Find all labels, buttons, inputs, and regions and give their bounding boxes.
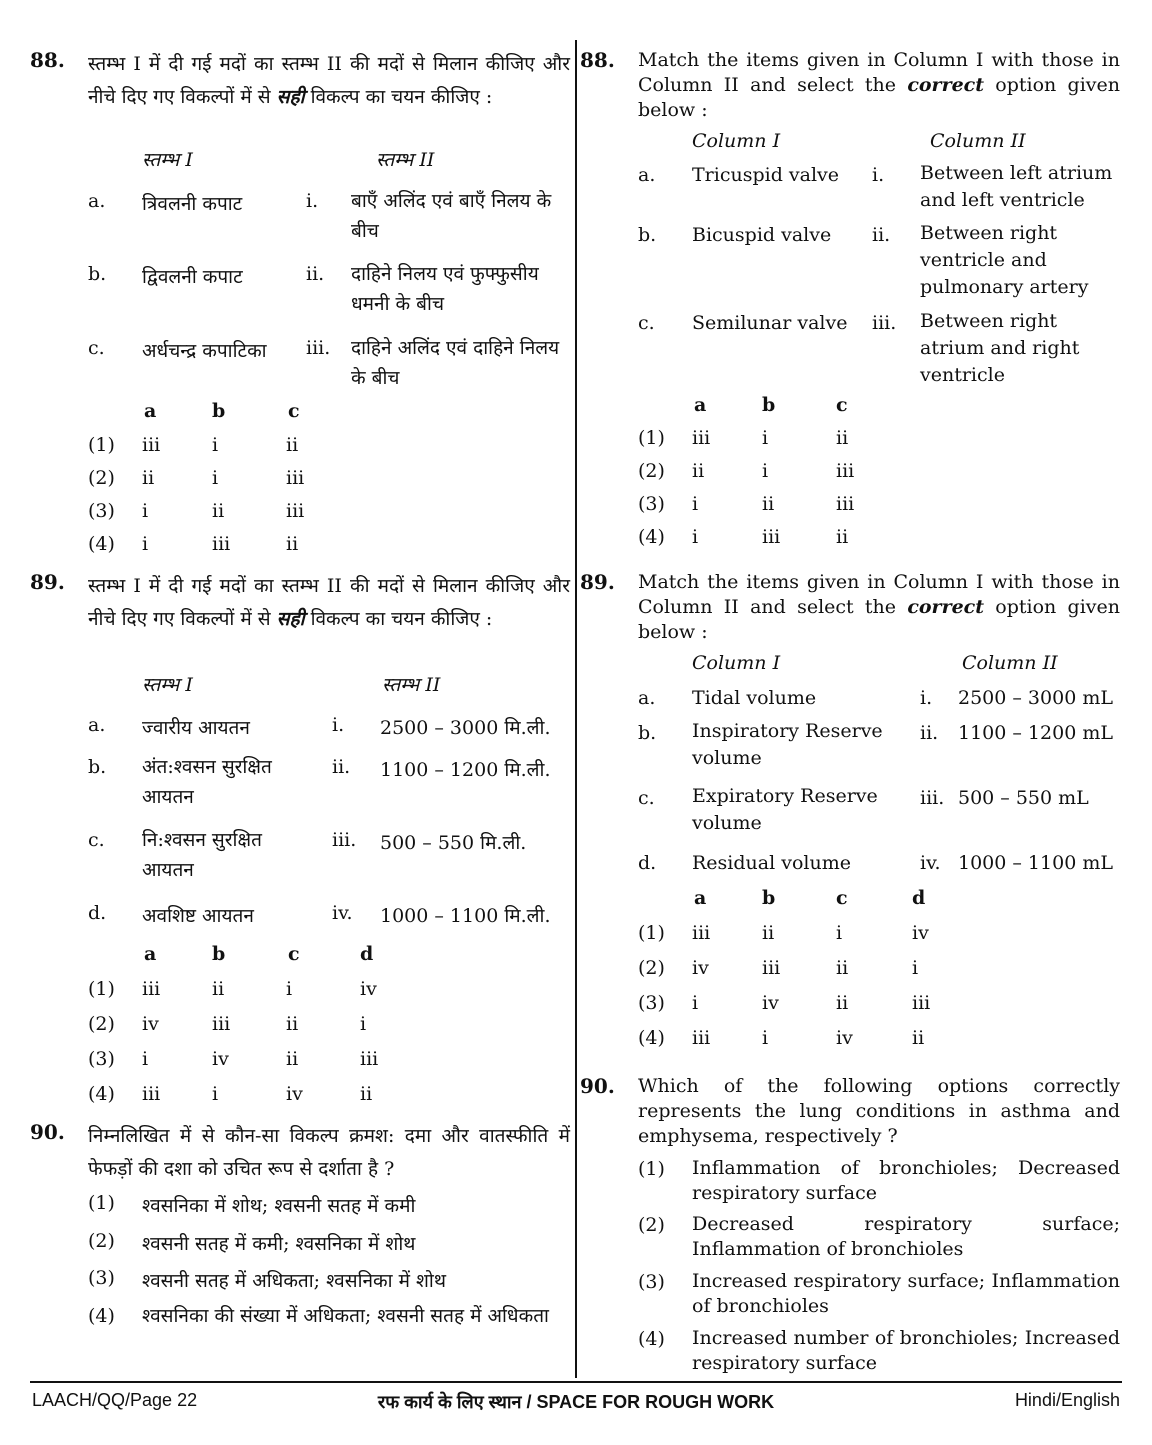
emphasis-word: correct xyxy=(907,74,985,96)
question-number: 88. xyxy=(580,48,615,72)
question-89-hindi: 89. स्तम्भ I में दी गई मदों का स्तम्भ II की मदों से मिलान कीजिए और नीचे दिए गए विकल्पों में से सही विकल्प का चयन कीजिए : स्तम्भ I स्तम्भ II a. ज्वारीय आयतन i. 2500 – 3000 मि.ली. b. अंत:श्वसन सुरक्षित आयतन ii. 1100 – 1200 मि.ली. c. नि:श्वसन सुरक्षित आयतन iii. 500 – 550 मि.ली. d. अवशिष्ट आयतन iv. 1000 – 1100 मि.ली. a b c d (1) iii ii i iv (2) iv iii ii i (3) i iv ii iii (4) iii i iv ii xyxy=(30,570,570,1105)
column-i-heading: स्तम्भ I xyxy=(142,674,193,696)
row-match: 1100 – 1200 mL xyxy=(958,722,1113,744)
row-number: ii. xyxy=(872,224,891,246)
row-key: a. xyxy=(88,714,106,736)
question-90-english: 90. Which of the following options correctly represents the lung conditions in asthma and emphysema, respectively ? (1) Inflammation of bronchioles; Decreased respiratory surface (2) Decreased respiratory surface; Inflammation of bronchioles (3) Increased respiratory surface; Inflammation of bronchioles (4) Increased number of bronchioles; Increased respiratory surface xyxy=(580,1074,1120,1374)
row-number: i. xyxy=(306,190,319,212)
question-number: 89. xyxy=(30,570,65,594)
row-item: अंत:श्वसन सुरक्षित आयतन xyxy=(142,756,272,808)
row-item: Tidal volume xyxy=(692,687,817,709)
row-number: iii. xyxy=(306,337,331,359)
emphasis-word: correct xyxy=(907,596,985,618)
option-heading: b xyxy=(212,400,226,422)
rough-work-label: रफ कार्य के लिए स्थान / SPACE FOR ROUGH WORK xyxy=(377,1392,775,1412)
row-match: 500 – 550 मि.ली. xyxy=(380,832,527,854)
row-item: अर्धचन्द्र कपाटिका xyxy=(142,340,267,362)
row-key: d. xyxy=(88,902,107,924)
question-stem: Match the items given in Column I with those in Column II and select the correct option given below : xyxy=(638,571,1120,643)
row-key: b. xyxy=(88,756,107,778)
row-item: Residual volume xyxy=(692,852,851,874)
question-stem: Which of the following options correctly represents the lung conditions in asthma and emphysema, respectively ? xyxy=(638,1075,1120,1147)
column-ii-heading: स्तम्भ II xyxy=(376,149,435,171)
row-match: दाहिने निलय एवं फुफ्फुसीय धमनी के बीच xyxy=(351,263,539,315)
row-item: त्रिवलनी कपाट xyxy=(142,193,243,215)
option-heading: d xyxy=(912,887,926,909)
option-heading: c xyxy=(288,943,300,965)
row-match: 1000 – 1100 mL xyxy=(958,852,1113,874)
row-match: बाएँ अलिंद एवं बाएँ निलय के बीच xyxy=(351,190,552,242)
row-match: 1100 – 1200 मि.ली. xyxy=(380,759,551,781)
row-item: Semilunar valve xyxy=(692,312,848,334)
column-divider xyxy=(575,40,577,1378)
row-key: c. xyxy=(638,787,655,809)
row-number: i. xyxy=(920,687,933,709)
row-item: द्विवलनी कपाट xyxy=(142,266,243,288)
row-match: दाहिने अलिंद एवं दाहिने निलय के बीच xyxy=(351,337,560,389)
option-heading: a xyxy=(694,394,707,416)
row-key: a. xyxy=(88,190,106,212)
emphasis-word: सही xyxy=(276,608,305,630)
option-heading: b xyxy=(762,394,776,416)
row-key: c. xyxy=(88,829,105,851)
row-number: iii. xyxy=(332,829,357,851)
row-item: Tricuspid valve xyxy=(692,164,840,186)
page-code: LAACH/QQ/Page 22 xyxy=(32,1390,198,1410)
option-heading: d xyxy=(360,943,374,965)
row-number: i. xyxy=(872,164,885,186)
row-item: Expiratory Reserve volume xyxy=(692,785,878,834)
option-heading: b xyxy=(762,887,776,909)
row-key: b. xyxy=(638,224,657,246)
question-number: 90. xyxy=(580,1074,615,1098)
question-88-english: 88. Match the items given in Column I with those in Column II and select the correct option given below : Column I Column II a. Tricuspid valve i. Between left atrium and left ventricle b. Bicuspid valve ii. Between right ventricle and pulmonary artery c. Semilunar valve iii. Between right atrium and right ventricle a b c (1) iii i ii (2) ii i iii (3) i ii iii (4) i iii ii xyxy=(580,48,1120,548)
option-heading: a xyxy=(144,400,157,422)
option-heading: b xyxy=(212,943,226,965)
option-heading: a xyxy=(144,943,157,965)
row-number: ii. xyxy=(920,722,939,744)
row-number: ii. xyxy=(332,756,351,778)
row-number: ii. xyxy=(306,263,325,285)
row-key: c. xyxy=(88,337,105,359)
column-i-heading: स्तम्भ I xyxy=(142,149,193,171)
question-number: 90. xyxy=(30,1120,65,1144)
row-match: 2500 – 3000 मि.ली. xyxy=(380,717,551,739)
row-key: b. xyxy=(88,263,107,285)
row-item: नि:श्वसन सुरक्षित आयतन xyxy=(142,829,262,881)
question-number: 89. xyxy=(580,570,615,594)
option-heading: a xyxy=(694,887,707,909)
row-key: c. xyxy=(638,312,655,334)
language-label: Hindi/English xyxy=(1014,1390,1120,1410)
question-stem: निम्नलिखित में से कौन-सा विकल्प क्रमश: दमा और वातस्फीति में फेफड़ों की दशा को उचित रूप से दर्शाता है ? xyxy=(88,1125,570,1180)
row-item: ज्वारीय आयतन xyxy=(142,717,250,739)
option-heading: c xyxy=(288,400,300,422)
row-match: 2500 – 3000 mL xyxy=(958,687,1113,709)
question-stem: स्तम्भ I में दी गई मदों का स्तम्भ II की मदों से मिलान कीजिए और नीचे दिए गए विकल्पों में से सही विकल्प का चयन कीजिए : xyxy=(88,53,570,108)
row-match: Between right ventricle and pulmonary artery xyxy=(920,222,1089,298)
row-number: iii. xyxy=(920,787,945,809)
row-key: a. xyxy=(638,687,656,709)
emphasis-word: सही xyxy=(276,86,305,108)
row-number: iii. xyxy=(872,312,897,334)
row-item: Inspiratory Reserve volume xyxy=(692,720,883,769)
option-heading: c xyxy=(836,394,848,416)
question-number: 88. xyxy=(30,48,65,72)
row-key: a. xyxy=(638,164,656,186)
column-i-heading: Column I xyxy=(692,652,781,674)
question-90-hindi: 90. निम्नलिखित में से कौन-सा विकल्प क्रमश: दमा और वातस्फीति में फेफड़ों की दशा को उचित रूप से दर्शाता है ? (1) श्वसनिका में शोथ; श्वसनी सतह में कमी (2) श्वसनी सतह में कमी; श्वसनिका में शोथ (3) श्वसनी सतह में अधिकता; श्वसनिका में शोथ (4) श्वसनिका की संख्या में अधिकता; श्वसनी सतह में अधिकता xyxy=(30,1120,570,1327)
row-key: d. xyxy=(638,852,657,874)
row-number: iv. xyxy=(332,902,353,924)
column-ii-heading: Column II xyxy=(962,652,1058,674)
column-ii-heading: स्तम्भ II xyxy=(382,674,441,696)
row-number: iv. xyxy=(920,852,941,874)
row-match: 500 – 550 mL xyxy=(958,787,1089,809)
row-item: Bicuspid valve xyxy=(692,224,832,246)
question-89-english: 89. Match the items given in Column I with those in Column II and select the correct option given below : Column I Column II a. Tidal volume i. 2500 – 3000 mL b. Inspiratory Reserve volume ii. 1100 – 1200 mL c. Expiratory Reserve volume iii. 500 – 550 mL d. Residual volume iv. 1000 – 1100 mL a b c d (1) iii ii i iv (2) iv iii ii i (3) i iv ii iii (4) iii i iv ii xyxy=(580,570,1120,1049)
row-number: i. xyxy=(332,714,345,736)
question-88-hindi: 88. स्तम्भ I में दी गई मदों का स्तम्भ II की मदों से मिलान कीजिए और नीचे दिए गए विकल्पों में से सही विकल्प का चयन कीजिए : स्तम्भ I स्तम्भ II a. त्रिवलनी कपाट i. बाएँ अलिंद एवं बाएँ निलय के बीच b. द्विवलनी कपाट ii. दाहिने निलय एवं फुफ्फुसीय धमनी के बीच c. अर्धचन्द्र कपाटिका iii. दाहिने अलिंद एवं दाहिने निलय के बीच a b c (1) iii i ii (2) ii i iii (3) i ii iii (4) i iii ii xyxy=(30,48,570,555)
option-heading: c xyxy=(836,887,848,909)
question-stem: स्तम्भ I में दी गई मदों का स्तम्भ II की मदों से मिलान कीजिए और नीचे दिए गए विकल्पों में से सही विकल्प का चयन कीजिए : xyxy=(88,575,570,630)
column-ii-heading: Column II xyxy=(930,130,1026,152)
row-item: अवशिष्ट आयतन xyxy=(142,905,254,927)
row-match: Between left atrium and left ventricle xyxy=(920,162,1113,211)
column-i-heading: Column I xyxy=(692,130,781,152)
row-match: 1000 – 1100 मि.ली. xyxy=(380,905,551,927)
question-stem: Match the items given in Column I with those in Column II and select the correct option given below : xyxy=(638,49,1120,121)
footer-divider xyxy=(30,1381,1122,1383)
row-match: Between right atrium and right ventricle xyxy=(920,310,1080,386)
row-key: b. xyxy=(638,722,657,744)
